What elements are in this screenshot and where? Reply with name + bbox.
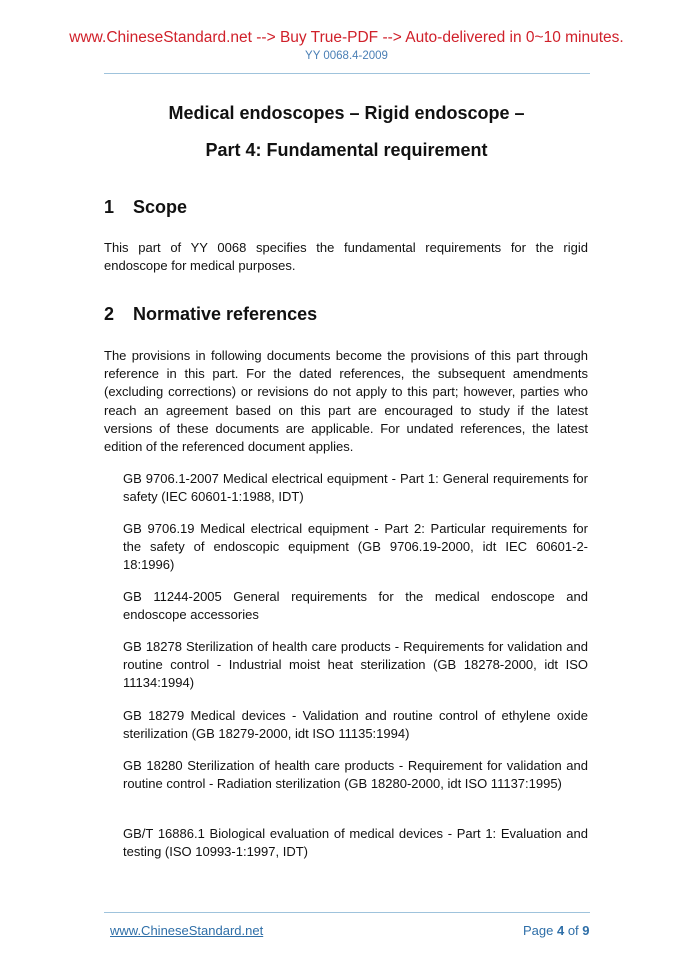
- section-number: 1: [104, 197, 115, 217]
- footer-divider: [104, 912, 590, 913]
- section-heading-normative: [104, 304, 317, 325]
- section-title: Normative references: [133, 304, 318, 324]
- section-number: 2: [104, 304, 115, 324]
- header-divider: [104, 73, 590, 74]
- reference-item: GB/T 16886.1 Biological evaluation of medical devices - Part 1: Evaluation and testing (ISO 10993-1:1997, IDT): [123, 826, 588, 860]
- reference-item: GB 18278 Sterilization of health care products - Requirements for validation and routine control - Industrial moist heat sterilization (GB 18278-2000, idt ISO 11134:1994): [123, 639, 588, 691]
- reference-item: GB 18280 Sterilization of health care products - Requirement for validation and routine control - Radiation sterilization (GB 18280-2000, idt ISO 11137:1995): [123, 758, 588, 792]
- reference-item: GB 18279 Medical devices - Validation and routine control of ethylene oxide sterilization (GB 18279-2000, idt ISO 11135:1994): [123, 708, 588, 742]
- current-page: 4: [556, 923, 565, 938]
- reference-item: GB 9706.19 Medical electrical equipment - Part 2: Particular requirements for the safety of endoscopic equipment (GB 9706.19-2000, idt IEC 60601-2-18:1996): [123, 521, 588, 573]
- section-title: Scope: [133, 197, 188, 217]
- total-pages: 9: [582, 923, 590, 938]
- page-number: [523, 923, 590, 938]
- doc-title-line1: Medical endoscopes – Rigid endoscope –: [168, 103, 525, 123]
- footer-website-link[interactable]: www.ChineseStandard.net: [110, 923, 264, 938]
- page-label: Page: [523, 923, 557, 938]
- promo-banner[interactable]: www.ChineseStandard.net --> Buy True-PDF --> Auto-delivered in 0~10 minutes.: [69, 29, 624, 46]
- of-label: of: [564, 923, 583, 938]
- scope-paragraph: This part of YY 0068 specifies the fundamental requirements for the rigid endoscope for medical purposes.: [104, 240, 588, 274]
- reference-item: GB 11244-2005 General requirements for the medical endoscope and endoscope accessories: [123, 589, 588, 623]
- section-heading-scope: [104, 197, 187, 218]
- normative-paragraph: The provisions in following documents become the provisions of this part through reference in this part. For the dated references, the subsequent amendments (excluding corrections) or revisions do not apply to this part; however, parties who reach an agreement based on this part are encouraged to study if the latest versions of these documents are applicable. For undated references, the latest edition of the referenced document applies.: [104, 348, 588, 455]
- doc-title-line2: Part 4: Fundamental requirement: [205, 140, 488, 160]
- standard-code: YY 0068.4-2009: [305, 50, 388, 62]
- reference-item: GB 9706.1-2007 Medical electrical equipment - Part 1: General requirements for safety (IEC 60601-1:1988, IDT): [123, 471, 588, 505]
